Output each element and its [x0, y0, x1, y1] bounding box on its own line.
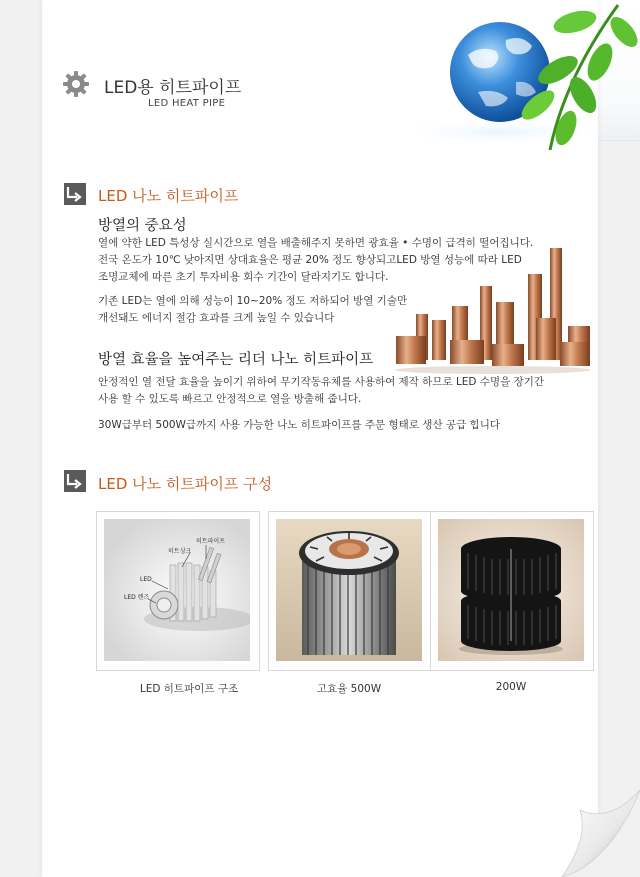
arrow-box-icon	[64, 183, 86, 205]
heading-importance: 방열의 중요성	[98, 218, 187, 234]
importance-line-1: 열에 약한 LED 특성상 실시간으로 열을 배출해주지 못하면 광효율 • 수명이 급격히 떨어집니다.	[98, 237, 534, 249]
page-curl-graphic	[540, 790, 640, 877]
existing-line-1: 기존 LED는 열에 의해 성능이 10~20% 정도 저하되어 방열 기술만	[98, 295, 408, 307]
caption-500w: 고효율 500W	[316, 683, 382, 695]
copper-heatpipes-image	[392, 244, 594, 376]
page-title: LED용 히트파이프	[104, 78, 242, 98]
structure-thumbnail	[96, 511, 260, 671]
structure-diagram	[104, 519, 250, 661]
globe-leaf-graphic	[418, 0, 640, 160]
section-heading-composition: LED 나노 히트파이프 구성	[98, 475, 273, 493]
supply-line: 30W급부터 500W급까지 사용 가능한 나노 히트파이프를 주문 형태로 생산 공급 힙니다	[98, 419, 500, 431]
leader-line-2: 사용 할 수 있도록 빠르고 안정적으로 열을 방출해 줍니다.	[98, 393, 362, 405]
caption-200w: 200W	[495, 681, 527, 693]
arrow-box-icon	[64, 470, 86, 492]
heading-leader: 방열 효율을 높여주는 리더 나노 히트파이프	[98, 352, 374, 368]
label-heatsink: 히트싱크	[168, 548, 192, 555]
existing-line-2: 개선돼도 에너지 절감 효과를 크게 높일 수 있습니다	[98, 312, 335, 324]
label-heatpipe: 히트파이프	[196, 538, 225, 545]
gear-icon	[62, 70, 90, 98]
importance-line-3: 조명교체에 따른 초기 투자비용 회수 기간이 달라지기도 합니다.	[98, 271, 389, 283]
highefficiency-500w-thumbnail	[268, 511, 432, 671]
section-heading-led-nano: LED 나노 히트파이프	[98, 187, 239, 205]
caption-structure: LED 히트파이프 구조	[139, 683, 239, 695]
heatsink-500w-image	[276, 519, 422, 661]
page-subtitle: LED HEAT PIPE	[148, 98, 226, 109]
label-led: LED	[140, 576, 152, 583]
label-led-lens: LED 렌즈	[124, 594, 150, 601]
heatsink-200w-image	[438, 519, 584, 661]
leader-line-1: 안정적인 열 전달 효율을 높이기 위하여 무기작동유체를 사용하여 제작 하므로 LED 수명을 장기간	[98, 376, 545, 388]
importance-line-2: 전국 온도가 10℃ 낮아지면 상대효율은 평균 20% 정도 향상되고LED 방열 성능에 따라 LED	[98, 254, 522, 266]
200w-thumbnail	[430, 511, 594, 671]
